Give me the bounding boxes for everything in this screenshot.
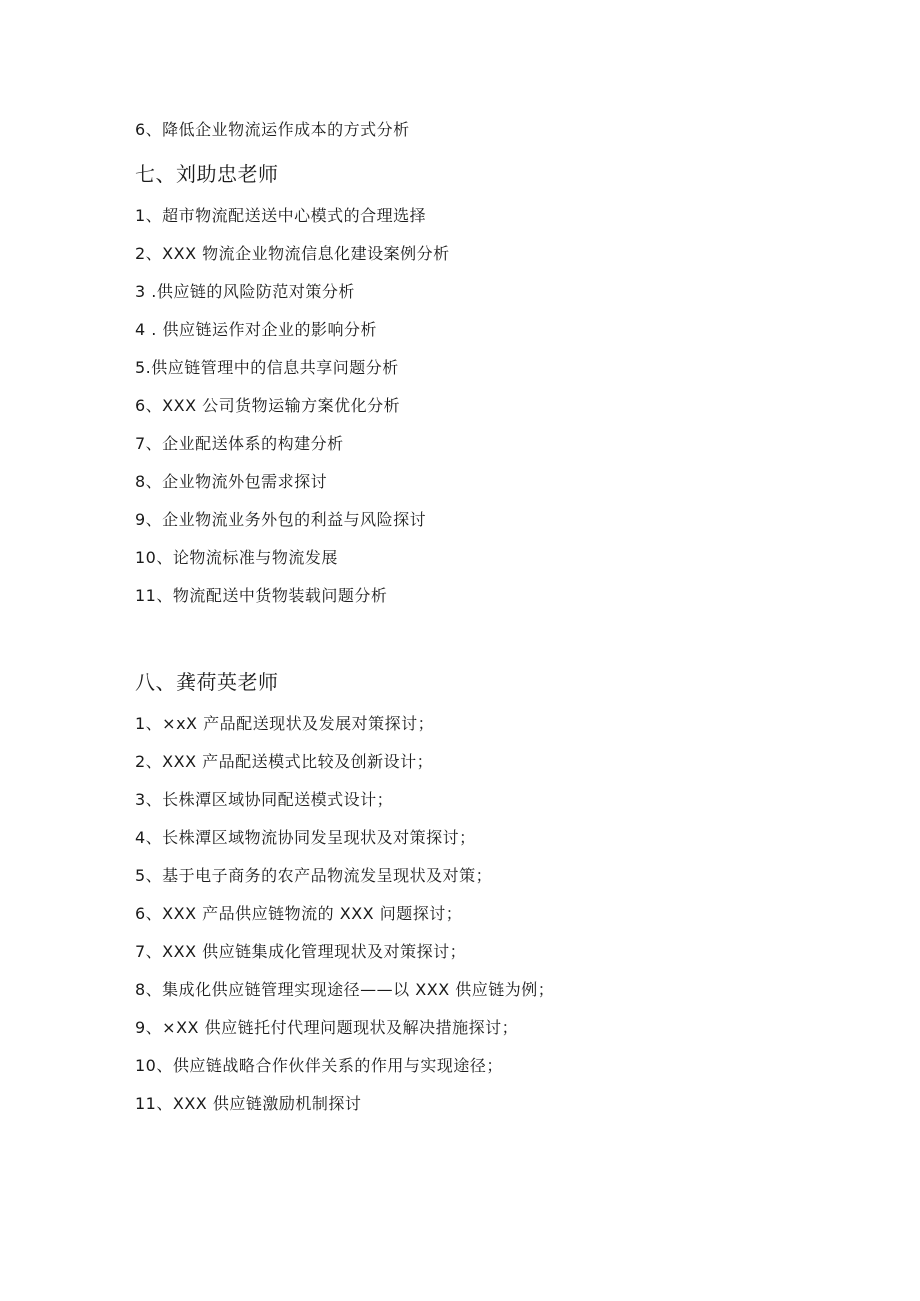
list-item: 8、集成化供应链管理实现途径——以 XXX 供应链为例； bbox=[135, 980, 555, 999]
list-item: 6、降低企业物流运作成本的方式分析 bbox=[135, 120, 410, 139]
list-item: 8、企业物流外包需求探讨 bbox=[135, 472, 328, 491]
list-item: 11、XXX 供应链激励机制探讨 bbox=[135, 1094, 362, 1113]
list-item: 5.供应链管理中的信息共享问题分析 bbox=[135, 358, 399, 377]
list-item: 3 .供应链的风险防范对策分析 bbox=[135, 282, 355, 301]
list-item: 9、企业物流业务外包的利益与风险探讨 bbox=[135, 510, 427, 529]
list-item: 7、企业配送体系的构建分析 bbox=[135, 434, 344, 453]
section-heading: 八、龚荷英老师 bbox=[135, 670, 279, 694]
list-item: 10、供应链战略合作伙伴关系的作用与实现途径； bbox=[135, 1056, 503, 1075]
list-item: 9、×XX 供应链托付代理问题现状及解决措施探讨； bbox=[135, 1018, 519, 1037]
list-item: 4、长株潭区域物流协同发呈现状及对策探讨； bbox=[135, 828, 476, 847]
section-heading: 七、刘助忠老师 bbox=[135, 162, 279, 186]
list-item: 3、长株潭区域协同配送模式设计； bbox=[135, 790, 394, 809]
list-item: 1、超市物流配送送中心模式的合理选择 bbox=[135, 206, 427, 225]
list-item: 2、XXX 产品配送模式比较及创新设计； bbox=[135, 752, 434, 771]
list-item: 6、XXX 产品供应链物流的 XXX 问题探讨； bbox=[135, 904, 463, 923]
list-item: 11、物流配送中货物装载问题分析 bbox=[135, 586, 388, 605]
list-item: 4 . 供应链运作对企业的影响分析 bbox=[135, 320, 377, 339]
list-item: 10、论物流标准与物流发展 bbox=[135, 548, 338, 567]
list-item: 1、×xX 产品配送现状及发展对策探讨； bbox=[135, 714, 435, 733]
list-item: 7、XXX 供应链集成化管理现状及对策探讨； bbox=[135, 942, 467, 961]
list-item: 6、XXX 公司货物运输方案优化分析 bbox=[135, 396, 401, 415]
list-item: 5、基于电子商务的农产品物流发呈现状及对策； bbox=[135, 866, 493, 885]
list-item: 2、XXX 物流企业物流信息化建设案例分析 bbox=[135, 244, 450, 263]
